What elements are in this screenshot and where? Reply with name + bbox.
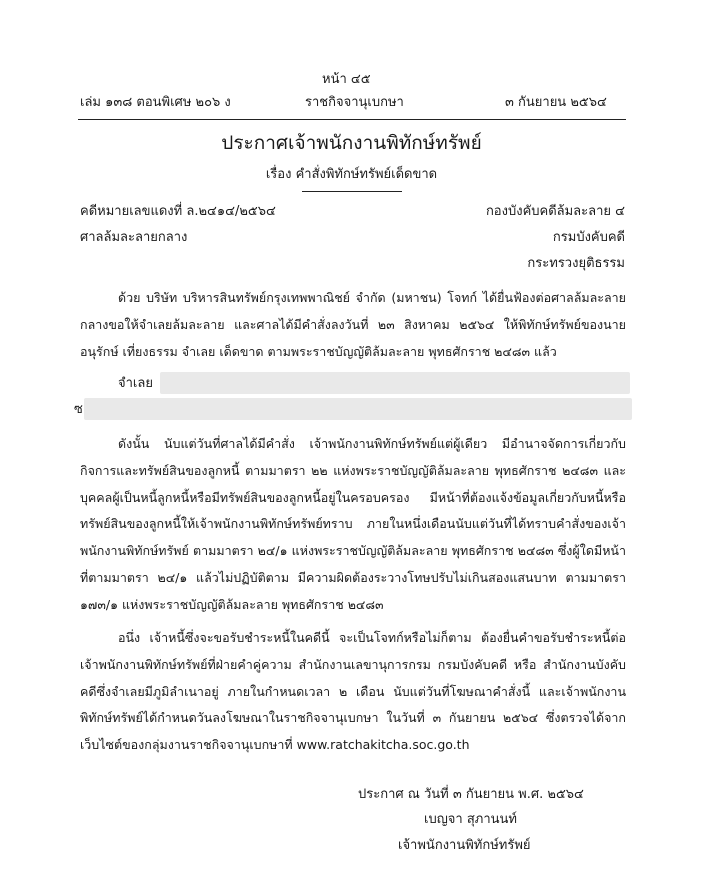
signer-name: เบญจา สุภานนท์ <box>424 812 517 827</box>
title-divider <box>302 191 402 192</box>
court-name: ศาลล้มละลายกลาง <box>80 230 188 245</box>
paragraph-creditors: อนึ่ง เจ้าหนี้ซึ่งจะขอรับชำระหนี้ในคดีนี้ จะเป็นโจทก์หรือไม่ก็ตาม ต้องยื่นคำขอรับชำระหนี้ต่อเจ้าพนักงานพิทักษ์ทรัพย์ที่ฝ่ายคำคู่ความ สำนักงานเลขานุการกรม กรมบังคับคดี หรือ สำนักงานบังคับคดีซึ่งจำเลยมีภูมิลำเนาอยู่ ภายในกำหนดเวลา ๒ เดือน นับแต่วันที่โฆษณาคำสั่งนี้ และเจ้าพนักงานพิทักษ์ทรัพย์ได้กำหนดวันลงโฆษณาในราชกิจจานุเบกษา ในวันที่ ๓ กันยายน ๒๕๖๔ ซึ่งตรวจได้จากเว็บไซต์ของกลุ่มงานราชกิจจานุเบกษาที่ www.ratchakitcha.soc.go.th <box>80 630 626 753</box>
redacted-defendant-address <box>84 398 632 420</box>
document-title: ประกาศเจ้าพนักงานพิทักษ์ทรัพย์ <box>221 132 482 154</box>
gazette-date: ๓ กันยายน ๒๕๖๔ <box>505 95 607 110</box>
office-department: กรมบังคับคดี <box>552 230 625 245</box>
office-ministry: กระทรวงยุติธรรม <box>527 256 625 271</box>
signer-title: เจ้าพนักงานพิทักษ์ทรัพย์ <box>398 838 531 853</box>
gazette-name: ราชกิจจานุเบกษา <box>305 95 404 110</box>
redacted-defendant-name <box>160 372 630 394</box>
case-number: คดีหมายเลขแดงที่ ล.๒๔๑๔/๒๕๖๔ <box>80 204 276 219</box>
paragraph-powers: ดังนั้น นับแต่วันที่ศาลได้มีคำสั่ง เจ้าพนักงานพิทักษ์ทรัพย์แต่ผู้เดียว มีอำนาจจัดการเกี่ยวกับกิจการและทรัพย์สินของลูกหนี้ ตามมาตรา ๒๒ แห่งพระราชบัญญัติล้มละลาย พุทธศักราช ๒๔๘๓ และบุคคลผู้เป็นหนี้ลูกหนี้หรือมีทรัพย์สินของลูกหนี้อยู่ในครอบครอง มีหน้าที่ต้องแจ้งข้อมูลเกี่ยวกับหนี้หรือทรัพย์สินของลูกหนี้ให้เจ้าพนักงานพิทักษ์ทรัพย์ทราบ ภายในหนึ่งเดือนนับแต่วันที่ได้ทราบคำสั่งของเจ้าพนักงานพิทักษ์ทรัพย์ ตามมาตรา ๒๔/๑ แห่งพระราชบัญญัติล้มละลาย พุทธศักราช ๒๔๘๓ ซึ่งผู้ใดมีหน้าที่ตามมาตรา ๒๔/๑ แล้วไม่ปฏิบัติตาม มีความผิดต้องระวางโทษปรับไม่เกินสองแสนบาท ตามมาตรา ๑๗๓/๑ แห่งพระราชบัญญัติล้มละลาย พุทธศักราช ๒๔๘๓ <box>80 436 626 612</box>
paragraph-court-order: ด้วย บริษัท บริหารสินทรัพย์กรุงเทพพาณิชย์ จำกัด (มหาชน) โจทก์ ได้ยื่นฟ้องต่อศาลล้มละลายกลางขอให้จำเลยล้มละลาย และศาลได้มีคำสั่งลงวันที่ ๒๓ สิงหาคม ๒๕๖๔ ให้พิทักษ์ทรัพย์ของนายอนุรักษ์ เที่ยงธรรม จำเลย เด็ดขาด ตามพระราชบัญญัติล้มละลาย พุทธศักราช ๒๔๘๓ แล้ว <box>80 290 626 359</box>
header-divider <box>78 119 626 120</box>
redacted-prefix: ซ <box>74 402 83 417</box>
page-number: หน้า ๔๕ <box>322 72 371 87</box>
volume-info: เล่ม ๑๓๘ ตอนพิเศษ ๒๐๖ ง <box>80 95 231 110</box>
document-subject: เรื่อง คำสั่งพิทักษ์ทรัพย์เด็ดขาด <box>265 167 438 182</box>
announcement-date: ประกาศ ณ วันที่ ๓ กันยายน พ.ศ. ๒๕๖๔ <box>358 787 584 802</box>
office-division: กองบังคับคดีล้มละลาย ๔ <box>485 204 625 219</box>
defendant-label: จำเลย <box>118 376 153 391</box>
